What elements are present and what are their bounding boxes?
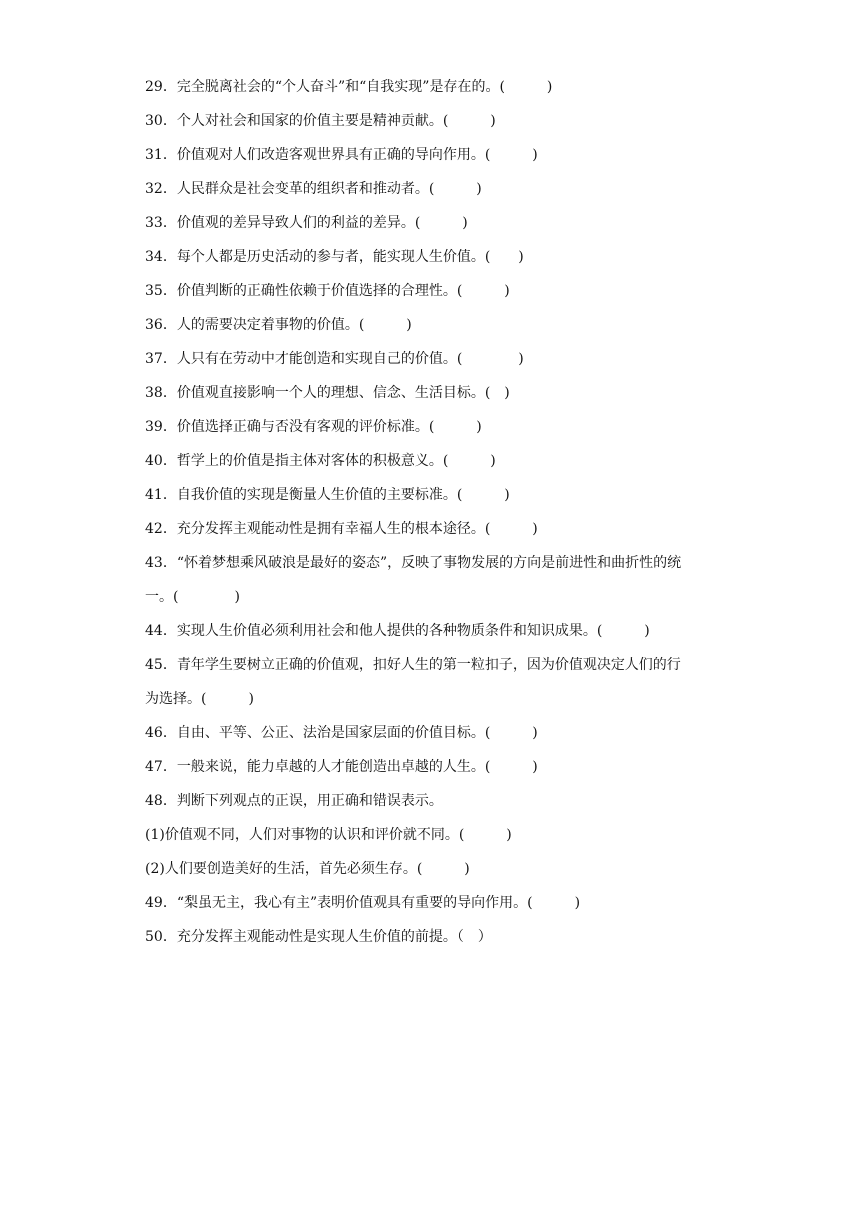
question-32: 32．人民群众是社会变革的组织者和推动者。( ) — [145, 181, 482, 197]
question-31: 31．价值观对人们改造客观世界具有正确的导向作用。( ) — [145, 147, 538, 163]
question-48: 48．判断下列观点的正误，用正确和错误表示。 — [145, 793, 443, 809]
question-43-line-2: 一。( ) — [145, 589, 240, 605]
question-35: 35．价值判断的正确性依赖于价值选择的合理性。( ) — [145, 283, 510, 299]
question-42: 42．充分发挥主观能动性是拥有幸福人生的根本途径。( ) — [145, 521, 538, 537]
question-48-item-1: (1)价值观不同，人们对事物的认识和评价就不同。( ) — [145, 827, 512, 843]
question-29: 29．完全脱离社会的“个人奋斗”和“自我实现”是存在的。( ) — [145, 79, 553, 95]
question-44: 44．实现人生价值必须利用社会和他人提供的各种物质条件和知识成果。( ) — [145, 623, 650, 639]
question-list — [145, 70, 730, 954]
question-47: 47．一般来说，能力卓越的人才能创造出卓越的人生。( ) — [145, 759, 538, 775]
question-39: 39．价值选择正确与否没有客观的评价标准。( ) — [145, 419, 482, 435]
question-45-line-1: 45．青年学生要树立正确的价值观，扣好人生的第一粒扣子，因为价值观决定人们的行 — [145, 657, 681, 673]
question-49: 49．“梨虽无主，我心有主”表明价值观具有重要的导向作用。( ) — [145, 895, 581, 911]
question-37: 37．人只有在劳动中才能创造和实现自己的价值。( ) — [145, 351, 524, 367]
question-46: 46．自由、平等、公正、法治是国家层面的价值目标。( ) — [145, 725, 538, 741]
question-43-line-1: 43．“怀着梦想乘风破浪是最好的姿态”，反映了事物发展的方向是前进性和曲折性的统 — [145, 555, 682, 571]
question-41: 41．自我价值的实现是衡量人生价值的主要标准。( ) — [145, 487, 510, 503]
question-30: 30．个人对社会和国家的价值主要是精神贡献。( ) — [145, 113, 496, 129]
question-40: 40．哲学上的价值是指主体对客体的积极意义。( ) — [145, 453, 496, 469]
question-48-item-2: (2)人们要创造美好的生活，首先必须生存。( ) — [145, 861, 470, 877]
question-34: 34．每个人都是历史活动的参与者，能实现人生价值。( ) — [145, 249, 524, 265]
question-50: 50．充分发挥主观能动性是实现人生价值的前提。（ ） — [145, 929, 492, 945]
question-36: 36．人的需要决定着事物的价值。( ) — [145, 317, 412, 333]
question-45-line-2: 为选择。( ) — [145, 691, 254, 707]
question-33: 33．价值观的差异导致人们的利益的差异。( ) — [145, 215, 468, 231]
question-38: 38．价值观直接影响一个人的理想、信念、生活目标。( ) — [145, 385, 510, 401]
